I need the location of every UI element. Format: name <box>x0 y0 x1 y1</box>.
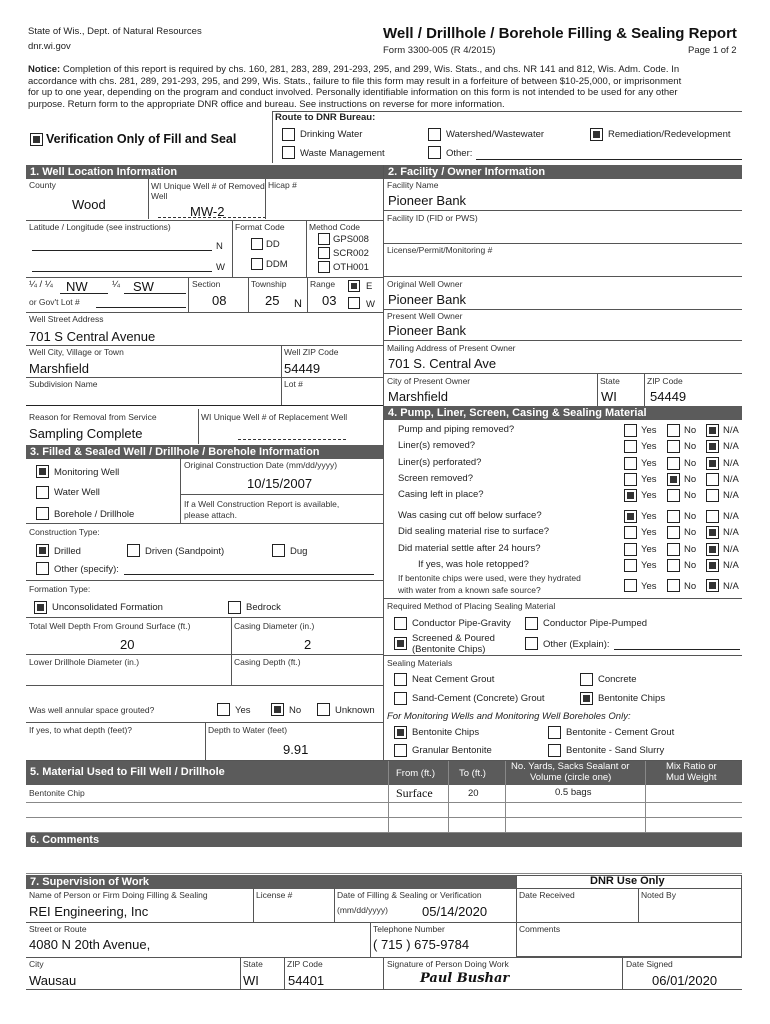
remediation-checkbox[interactable] <box>590 128 603 141</box>
bentonite-cement-label: Bentonite - Cement Grout <box>566 727 675 738</box>
owner-state-value[interactable]: WI <box>601 389 617 404</box>
pipe-gravity-checkbox[interactable] <box>394 617 407 630</box>
to-column-header: To (ft.) <box>459 768 486 779</box>
firm-value[interactable]: REI Engineering, Inc <box>29 904 149 919</box>
formation-type-label: Formation Type: <box>29 584 91 594</box>
casing-depth-label: Casing Depth (ft.) <box>234 657 301 667</box>
pump-question-yes-checkbox[interactable] <box>624 473 637 486</box>
scr-checkbox[interactable] <box>318 247 330 259</box>
owner-city-value[interactable]: Marshfield <box>388 389 448 404</box>
supervisor-city-label: City <box>29 959 44 969</box>
other-construction-label: Other (specify): <box>54 564 119 575</box>
facility-id-label: Facility ID (FID or PWS) <box>387 213 478 223</box>
sealing-materials-label: Sealing Materials <box>387 658 453 668</box>
owner-state-label: State <box>600 376 620 386</box>
monitoring-well-label: Monitoring Well <box>54 467 120 478</box>
supervisor-street-label: Street or Route <box>29 924 87 934</box>
scr-label: SCR002 <box>333 248 369 259</box>
dug-checkbox[interactable] <box>272 544 285 557</box>
dnr-use-title: DNR Use Only <box>590 875 665 887</box>
pump-question-no-label: No <box>684 458 697 469</box>
quarter-value[interactable]: SW <box>133 279 154 294</box>
grout-depth-label: If yes, to what depth (feet)? <box>29 725 133 735</box>
pump-question-yes-checkbox[interactable] <box>624 489 637 502</box>
pump-question-yes-checkbox[interactable] <box>624 559 637 572</box>
pump-question-yes-label: Yes <box>641 490 657 501</box>
pump-question-na-checkbox[interactable] <box>706 510 719 523</box>
pump-question-label: Screen removed? <box>398 473 473 484</box>
section-6-header: 6. Comments <box>26 833 742 847</box>
wuwn-value[interactable]: MW-2 <box>190 204 225 219</box>
fill-date-label: Date of Filling & Sealing or Verification <box>337 890 482 900</box>
lot-label: Lot # <box>284 379 303 389</box>
license-permit-label: License/Permit/Monitoring # <box>387 245 493 255</box>
screened-poured-label: Screened & Poured <box>412 633 495 644</box>
pump-question-no-label: No <box>684 441 697 452</box>
pump-question-na-checkbox[interactable] <box>706 526 719 539</box>
watershed-checkbox[interactable] <box>428 128 441 141</box>
pump-question-na-label: N/A <box>723 474 739 485</box>
section-4-header: 4. Pump, Liner, Screen, Casing & Sealing Material <box>384 406 742 420</box>
pump-question-yes-label: Yes <box>641 511 657 522</box>
orig-construction-date-label: Original Construction Date (mm/dd/yyyy) <box>184 460 338 470</box>
mw-bentonite-chips-checkbox[interactable] <box>394 726 407 739</box>
grouted-label: Was well annular space grouted? <box>29 705 155 715</box>
pump-question-na-checkbox[interactable] <box>706 473 719 486</box>
verification-label: Verification Only of Fill and Seal <box>46 132 237 146</box>
pump-question-label: Casing left in place? <box>398 489 484 500</box>
township-n: N <box>294 298 302 310</box>
unconsolidated-label: Unconsolidated Formation <box>52 602 163 613</box>
pump-question-label: Pump and piping removed? <box>398 424 515 435</box>
bentonite-sand-label: Bentonite - Sand Slurry <box>566 745 665 756</box>
township-value[interactable]: 25 <box>265 293 280 308</box>
pump-question-na-label: N/A <box>723 490 739 501</box>
reason-label: Reason for Removal from Service <box>29 412 157 422</box>
pump-question-no-checkbox[interactable] <box>667 489 680 502</box>
casing-diameter-value[interactable]: 2 <box>304 637 312 652</box>
other-construction-checkbox[interactable] <box>36 562 49 575</box>
pump-question-yes-checkbox[interactable] <box>624 424 637 437</box>
monitoring-only-note: For Monitoring Wells and Monitoring Well Boreholes Only: <box>387 711 631 722</box>
quarter-label: ¼ <box>112 279 120 290</box>
range-e-label: E <box>366 281 373 292</box>
pump-question-no-checkbox[interactable] <box>667 457 680 470</box>
pump-question-na-checkbox[interactable] <box>706 559 719 572</box>
volume-column-subheader: Volume (circle one) <box>530 772 612 783</box>
bentonite-chips-checkbox[interactable] <box>580 692 593 705</box>
pump-question-no-checkbox[interactable] <box>667 424 680 437</box>
grouted-no-label: No <box>289 705 302 716</box>
well-zip-value[interactable]: 54449 <box>284 361 321 376</box>
drinking-water-checkbox[interactable] <box>282 128 295 141</box>
water-well-label: Water Well <box>54 487 100 498</box>
mix-column-subheader: Mud Weight <box>666 772 717 783</box>
form-title: Well / Drillhole / Borehole Filling & Sealing Report <box>383 25 737 42</box>
supervisor-city-value[interactable]: Wausau <box>29 973 77 988</box>
township-label: Township <box>251 279 287 289</box>
grouted-no-checkbox[interactable] <box>271 703 284 716</box>
pump-question-no-checkbox[interactable] <box>667 510 680 523</box>
pump-question-yes-label: Yes <box>641 474 657 485</box>
watershed-label: Watershed/Wastewater <box>446 129 545 140</box>
pump-question-na-label: N/A <box>723 560 739 571</box>
pump-question-na-label: N/A <box>723 511 739 522</box>
format-code-label: Format Code <box>235 222 285 232</box>
pump-question-yes-checkbox[interactable] <box>624 510 637 523</box>
sand-cement-label: Sand-Cement (Concrete) Grout <box>412 693 545 704</box>
lat-n-label: N <box>216 241 223 252</box>
drinking-water-label: Drinking Water <box>300 129 363 140</box>
range-w-checkbox[interactable] <box>348 297 360 309</box>
date-signed-value[interactable]: 06/01/2020 <box>652 973 718 988</box>
ddm-label: DDM <box>266 259 288 270</box>
depth-to-water-label: Depth to Water (feet) <box>208 725 288 735</box>
dd-checkbox[interactable] <box>251 238 263 250</box>
range-label: Range <box>310 279 336 289</box>
water-well-checkbox[interactable] <box>36 486 49 499</box>
sand-cement-checkbox[interactable] <box>394 692 407 705</box>
pump-question-na-checkbox[interactable] <box>706 440 719 453</box>
phone-value[interactable]: ( 715 ) 675-9784 <box>373 937 470 952</box>
bentonite-question-line2: with water from a known safe source? <box>398 585 541 595</box>
pipe-gravity-label: Conductor Pipe-Gravity <box>412 618 511 629</box>
supervisor-license-label: License # <box>256 890 293 900</box>
well-street-value[interactable]: 701 S Central Avenue <box>29 329 156 344</box>
section-7-header: 7. Supervision of Work <box>26 875 516 889</box>
other-explain-checkbox[interactable] <box>525 637 538 650</box>
bentonite-hydrated-no-checkbox[interactable] <box>667 579 680 592</box>
mailing-address-label: Mailing Address of Present Owner <box>387 343 516 353</box>
long-w-label: W <box>216 262 225 273</box>
phone-label: Telephone Number <box>373 924 445 934</box>
range-e-checkbox[interactable] <box>348 280 360 292</box>
pump-question-label: Did material settle after 24 hours? <box>398 543 541 554</box>
pump-question-na-checkbox[interactable] <box>706 457 719 470</box>
pump-question-yes-label: Yes <box>641 560 657 571</box>
replacement-well-label: WI Unique Well # of Replacement Well <box>201 412 348 422</box>
county-label: County <box>29 180 56 190</box>
agency-website: dnr.wi.gov <box>28 41 71 52</box>
ddm-checkbox[interactable] <box>251 258 263 270</box>
bentonite-chips-label: Bentonite Chips <box>598 693 666 704</box>
fill-date-value[interactable]: 05/14/2020 <box>422 904 488 919</box>
page-number: Page 1 of 2 <box>688 45 737 56</box>
grouted-yes-checkbox[interactable] <box>217 703 230 716</box>
other-explain-label: Other (Explain): <box>543 639 610 650</box>
fill-from-0[interactable]: Surface <box>396 786 433 800</box>
pump-question-no-label: No <box>684 425 697 436</box>
firm-label: Name of Person or Firm Doing Filling & Sealing <box>29 890 208 900</box>
owner-zip-value[interactable]: 54449 <box>650 389 687 404</box>
pump-question-label: Was casing cut off below surface? <box>398 510 542 521</box>
owner-city-label: City of Present Owner <box>387 376 471 386</box>
facility-name-value[interactable]: Pioneer Bank <box>388 193 467 208</box>
present-owner-label: Present Well Owner <box>387 311 463 321</box>
well-street-label: Well Street Address <box>29 314 104 324</box>
reason-value[interactable]: Sampling Complete <box>29 426 143 441</box>
subdivision-label: Subdivision Name <box>29 379 98 389</box>
section-value[interactable]: 08 <box>212 293 227 308</box>
fill-volume-0[interactable]: 0.5 bags <box>555 787 592 798</box>
facility-name-label: Facility Name <box>387 180 439 190</box>
concrete-label: Concrete <box>598 674 637 685</box>
latlong-label: Latitude / Longitude (see instructions) <box>29 222 171 232</box>
signature-value[interactable]: Paul Bushar <box>420 971 510 986</box>
concrete-checkbox[interactable] <box>580 673 593 686</box>
driven-checkbox[interactable] <box>127 544 140 557</box>
well-city-label: Well City, Village or Town <box>29 347 124 357</box>
other-bureau-checkbox[interactable] <box>428 146 441 159</box>
bentonite-question-line1: If bentonite chips were used, were they hydrated <box>398 573 581 583</box>
pump-question-na-label: N/A <box>723 441 739 452</box>
granular-bentonite-checkbox[interactable] <box>394 744 407 757</box>
dd-label: DD <box>266 239 280 250</box>
casing-diameter-label: Casing Diameter (in.) <box>234 621 315 631</box>
volume-column-header: No. Yards, Sacks Sealant or <box>511 761 630 772</box>
total-depth-value[interactable]: 20 <box>120 637 135 652</box>
bentonite-sand-checkbox[interactable] <box>548 744 561 757</box>
signature-label: Signature of Person Doing Work <box>387 959 509 969</box>
bentonite-hydrated-yes-label: Yes <box>641 581 657 592</box>
waste-management-checkbox[interactable] <box>282 146 295 159</box>
pump-question-yes-label: Yes <box>641 527 657 538</box>
pump-question-na-checkbox[interactable] <box>706 543 719 556</box>
quarter-quarter-value[interactable]: NW <box>66 279 88 294</box>
gov-lot-label: or Gov't Lot # <box>29 297 80 307</box>
pump-question-no-label: No <box>684 511 697 522</box>
bentonite-hydrated-na-label: N/A <box>723 581 739 592</box>
pump-question-no-checkbox[interactable] <box>667 559 680 572</box>
grouted-unknown-label: Unknown <box>335 705 375 716</box>
method-code-label: Method Code <box>309 222 361 232</box>
pump-question-yes-checkbox[interactable] <box>624 526 637 539</box>
oth-label: OTH001 <box>333 262 369 273</box>
waste-management-label: Waste Management <box>300 148 385 159</box>
section-5-header: 5. Material Used to Fill Well / Drillhole <box>30 766 225 778</box>
section-label: Section <box>192 279 221 289</box>
granular-bentonite-label: Granular Bentonite <box>412 745 492 756</box>
mailing-address-value[interactable]: 701 S. Central Ave <box>388 356 497 371</box>
form-number: Form 3300-005 (R 4/2015) <box>383 45 496 56</box>
fill-to-0[interactable]: 20 <box>468 788 479 799</box>
fill-date-format: (mm/dd/yyyy) <box>337 905 388 915</box>
drilled-label: Drilled <box>54 546 81 557</box>
bentonite-hydrated-yes-checkbox[interactable] <box>624 579 637 592</box>
report-note-2: please attach. <box>184 510 237 520</box>
original-owner-label: Original Well Owner <box>387 279 463 289</box>
route-label: Route to DNR Bureau: <box>275 112 376 123</box>
hicap-label: Hicap # <box>268 180 297 190</box>
present-owner-value[interactable]: Pioneer Bank <box>388 323 467 338</box>
pump-question-yes-label: Yes <box>641 458 657 469</box>
pump-question-yes-checkbox[interactable] <box>624 457 637 470</box>
borehole-label: Borehole / Drillhole <box>54 509 135 520</box>
pump-question-yes-label: Yes <box>641 544 657 555</box>
well-city-value[interactable]: Marshfield <box>29 361 89 376</box>
neat-cement-checkbox[interactable] <box>394 673 407 686</box>
pump-question-yes-label: Yes <box>641 425 657 436</box>
pump-question-no-label: No <box>684 474 697 485</box>
pump-question-na-label: N/A <box>723 425 739 436</box>
borehole-checkbox[interactable] <box>36 507 49 520</box>
pump-question-no-checkbox[interactable] <box>667 440 680 453</box>
bentonite-cement-checkbox[interactable] <box>548 726 561 739</box>
dnr-comments: Comments <box>519 924 561 934</box>
bedrock-checkbox[interactable] <box>228 601 241 614</box>
depth-to-water-value[interactable]: 9.91 <box>283 742 309 757</box>
wuwn-label: WI Unique Well # of Removed Well <box>151 181 265 201</box>
pump-question-no-label: No <box>684 560 697 571</box>
well-zip-label: Well ZIP Code <box>284 347 339 357</box>
lower-diameter-label: Lower Drillhole Diameter (in.) <box>29 657 140 667</box>
mix-column-header: Mix Ratio or <box>666 761 717 772</box>
range-w-label: W <box>366 299 375 310</box>
section-3-header: 3. Filled & Sealed Well / Drillhole / Borehole Information <box>26 445 383 459</box>
grouted-yes-label: Yes <box>235 705 251 716</box>
quarter-quarter-label: ¼ / ¼ <box>29 279 53 290</box>
pump-question-no-label: No <box>684 544 697 555</box>
notice: Notice: Completion of this report is required by chs. 160, 281, 283, 289, 291-293, 295, and 299, Wis. Stats., and chs. NR 141 and 812, Wis. Adm. Code. In accordance with chs. 281, 289, 291-293, 295, and 299, Wis. Stats., failure to file this form may result in a forfeiture of between $10-25,000, or imprisonment for up to one year, depending on the program and conduct involved. Personally identifiable information on this form is not intended to be used for any other purpose. Return form to the appropriate DNR office and bureau. See instructions on reverse for more information. <box>28 64 682 110</box>
gps-label: GPS008 <box>333 234 369 245</box>
supervisor-zip-label: ZIP Code <box>287 959 323 969</box>
monitoring-well-checkbox[interactable] <box>36 465 49 478</box>
screened-poured-checkbox[interactable] <box>394 637 407 650</box>
section-2-header: 2. Facility / Owner Information <box>384 165 742 179</box>
pump-question-no-checkbox[interactable] <box>667 473 680 486</box>
bentonite-hydrated-no-label: No <box>684 581 697 592</box>
pump-question-yes-checkbox[interactable] <box>624 543 637 556</box>
range-value[interactable]: 03 <box>322 293 337 308</box>
fill-material-0[interactable]: Bentonite Chip <box>29 788 85 798</box>
drilled-checkbox[interactable] <box>36 544 49 557</box>
pump-question-label: Did sealing material rise to surface? <box>398 526 550 537</box>
pump-question-na-checkbox[interactable] <box>706 424 719 437</box>
from-column-header: From (ft.) <box>396 768 436 779</box>
pump-question-label: Liner(s) perforated? <box>398 457 482 468</box>
unconsolidated-checkbox[interactable] <box>34 601 47 614</box>
supervisor-state-label: State <box>243 959 263 969</box>
pump-question-yes-label: Yes <box>641 441 657 452</box>
supervisor-street-value[interactable]: 4080 N 20th Avenue, <box>29 937 151 952</box>
pump-question-no-checkbox[interactable] <box>667 543 680 556</box>
owner-zip-label: ZIP Code <box>647 376 683 386</box>
neat-cement-label: Neat Cement Grout <box>412 674 495 685</box>
screened-poured-sublabel: (Bentonite Chips) <box>412 644 486 655</box>
dnr-date-received: Date Received <box>519 890 575 900</box>
county-value[interactable]: Wood <box>72 197 106 212</box>
original-owner-value[interactable]: Pioneer Bank <box>388 292 467 307</box>
dnr-noted-by: Noted By <box>641 890 676 900</box>
verification-checkbox[interactable] <box>30 133 43 146</box>
pump-question-na-checkbox[interactable] <box>706 489 719 502</box>
driven-label: Driven (Sandpoint) <box>145 546 225 557</box>
dug-label: Dug <box>290 546 308 557</box>
supervisor-zip-value[interactable]: 54401 <box>288 973 325 988</box>
other-bureau-label: Other: <box>446 148 473 159</box>
mw-bentonite-chips-label: Bentonite Chips <box>412 727 480 738</box>
orig-construction-date-value[interactable]: 10/15/2007 <box>247 476 313 491</box>
gps-checkbox[interactable] <box>318 233 330 245</box>
pipe-pumped-label: Conductor Pipe-Pumped <box>543 618 648 629</box>
total-depth-label: Total Well Depth From Ground Surface (ft.) <box>29 621 191 631</box>
section-1-header: 1. Well Location Information <box>26 165 383 179</box>
pump-question-na-label: N/A <box>723 544 739 555</box>
method-label: Required Method of Placing Sealing Material <box>387 601 556 611</box>
pump-question-no-checkbox[interactable] <box>667 526 680 539</box>
supervisor-state-value[interactable]: WI <box>243 973 259 988</box>
pump-question-label: If yes, was hole retopped? <box>418 559 529 570</box>
bentonite-hydrated-na-checkbox[interactable] <box>706 579 719 592</box>
construction-type-label: Construction Type: <box>29 527 100 537</box>
pump-question-yes-checkbox[interactable] <box>624 440 637 453</box>
date-signed-label: Date Signed <box>626 959 673 969</box>
pump-question-no-label: No <box>684 527 697 538</box>
pump-question-no-label: No <box>684 490 697 501</box>
report-note-1: If a Well Construction Report is available, <box>184 499 340 509</box>
pump-question-na-label: N/A <box>723 527 739 538</box>
pipe-pumped-checkbox[interactable] <box>525 617 538 630</box>
oth-checkbox[interactable] <box>318 261 330 273</box>
pump-question-na-label: N/A <box>723 458 739 469</box>
bedrock-label: Bedrock <box>246 602 281 613</box>
remediation-label: Remediation/Redevelopment <box>608 129 731 140</box>
grouted-unknown-checkbox[interactable] <box>317 703 330 716</box>
agency-name: State of Wis., Dept. of Natural Resources <box>28 26 202 37</box>
pump-question-label: Liner(s) removed? <box>398 440 476 451</box>
